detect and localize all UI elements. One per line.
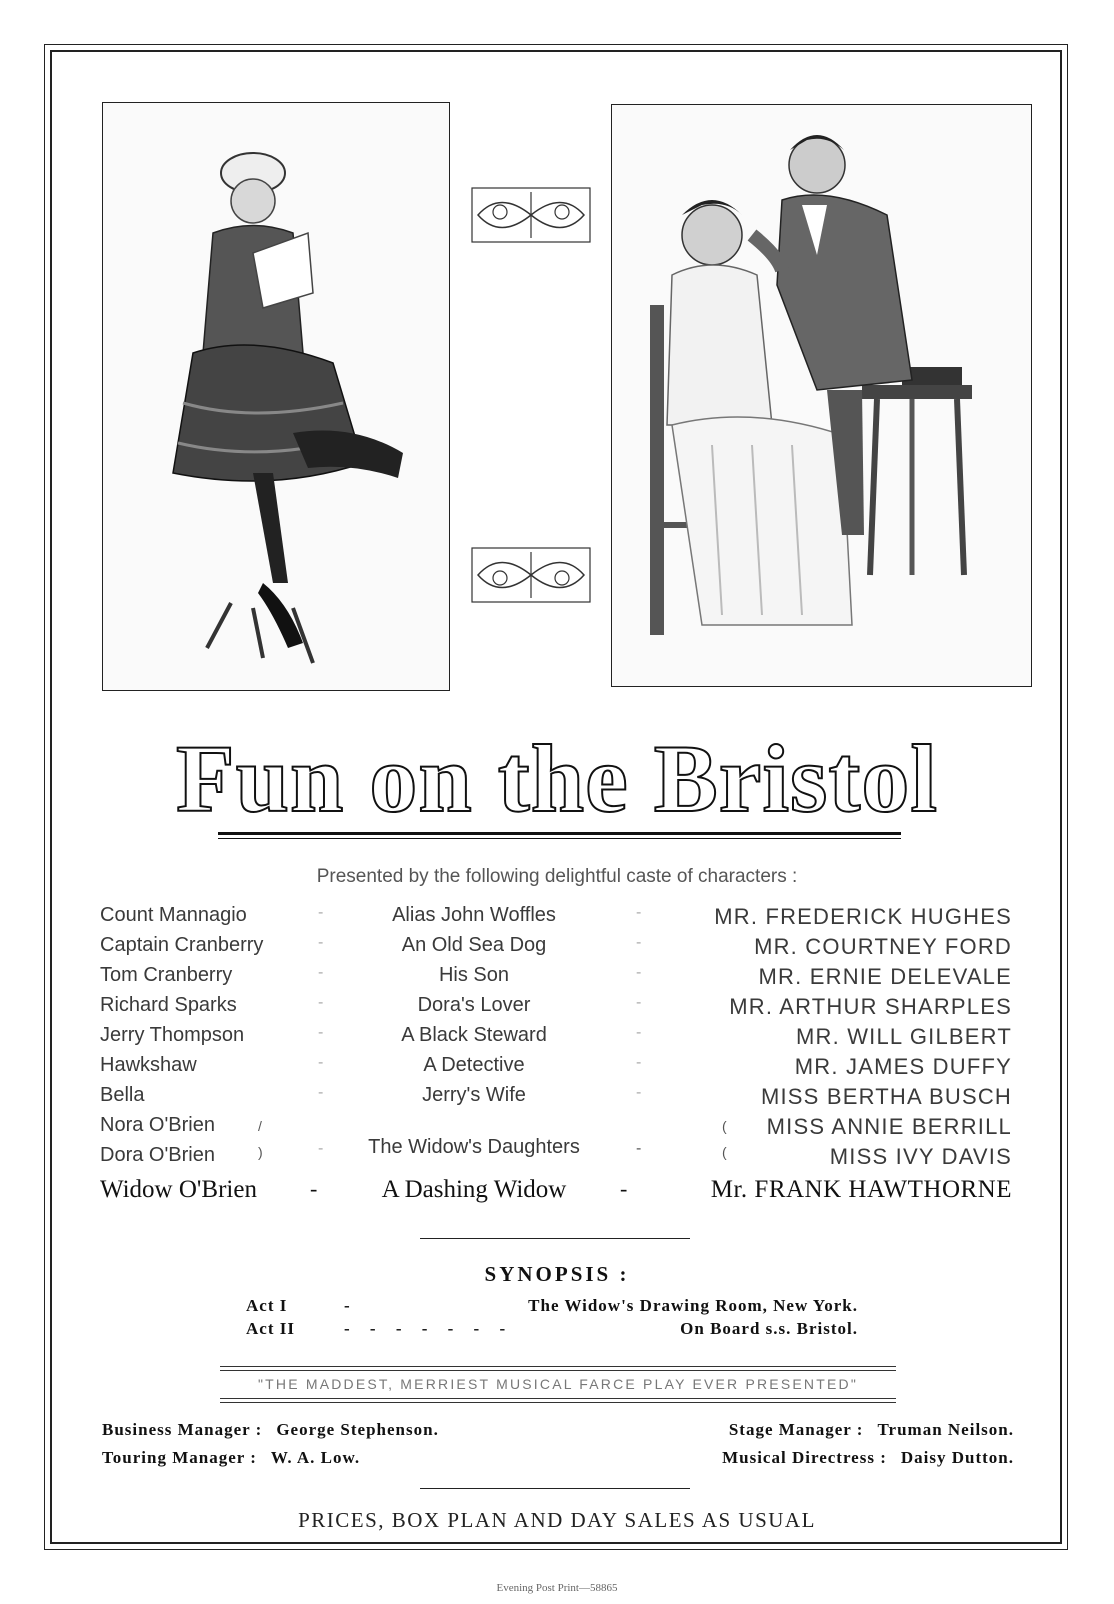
cast-actor: MISS ANNIE BERRILL	[766, 1114, 1012, 1139]
cast-character: Tom Cranberry	[100, 964, 233, 986]
cast-actor: MISS BERTHA BUSCH	[760, 1084, 1012, 1109]
page-title: Fun on the Bristol	[175, 725, 939, 832]
staff-name: George Stephenson.	[276, 1420, 439, 1439]
act-separator: - - - - - - -	[344, 1319, 507, 1338]
cast-actor: MR. ARTHUR SHARPLES	[729, 994, 1012, 1019]
cast-dash: -	[636, 1054, 642, 1071]
cast-dash: -	[636, 1084, 642, 1101]
cast-actor: MR. JAMES DUFFY	[794, 1054, 1012, 1079]
cast-row	[100, 1054, 1012, 1084]
cast-row	[100, 1024, 1012, 1054]
staff-label: Touring Manager :	[102, 1448, 257, 1467]
brace-mark: (	[722, 1118, 727, 1134]
cast-dash: -	[318, 1054, 324, 1071]
divider	[420, 1238, 690, 1239]
cast-character: Captain Cranberry	[100, 934, 264, 956]
act-separator: -	[344, 1296, 351, 1315]
title-underline	[218, 832, 901, 844]
cast-dash: -	[636, 964, 642, 981]
cast-dash: -	[636, 1140, 642, 1157]
lead-actor: Mr. FRANK HAWTHORNE	[710, 1176, 1012, 1203]
cast-character: Bella	[100, 1084, 145, 1106]
cast-actor: MR. WILL GILBERT	[795, 1024, 1012, 1049]
act-description: The Widow's Drawing Room, New York.	[528, 1296, 858, 1315]
act-row	[246, 1296, 858, 1320]
cast-character: Hawkshaw	[100, 1054, 197, 1076]
act-label: Act II	[246, 1319, 295, 1338]
act-description: On Board s.s. Bristol.	[680, 1319, 858, 1338]
cast-row	[100, 904, 1012, 934]
staff-touring-manager	[102, 1448, 360, 1468]
cast-character: Jerry Thompson	[100, 1024, 245, 1046]
cast-character: Count Mannagio	[100, 904, 247, 926]
prices-line: PRICES, BOX PLAN AND DAY SALES AS USUAL	[298, 1508, 816, 1532]
cast-dash: -	[318, 964, 324, 981]
cast-role: A Detective	[423, 1054, 525, 1076]
cast-role: His Son	[438, 964, 510, 986]
ornament-top	[470, 180, 592, 248]
lead-character: Widow O'Brien	[100, 1176, 257, 1203]
cast-row	[100, 1084, 1012, 1114]
staff-stage-manager	[729, 1420, 1014, 1440]
cast-actor: MR. COURTNEY FORD	[754, 934, 1012, 959]
cast-role: A Black Steward	[401, 1024, 547, 1046]
photo-couple	[611, 104, 1032, 687]
cast-role: An Old Sea Dog	[401, 934, 547, 956]
cast-character: Nora O'Brien	[100, 1114, 215, 1136]
cast-dash: -	[636, 994, 642, 1011]
cast-dash: -	[636, 1024, 642, 1041]
tagline-box	[220, 1366, 896, 1402]
cast-character: Dora O'Brien	[100, 1144, 215, 1166]
cast-character: Richard Sparks	[100, 994, 237, 1016]
act-row	[246, 1319, 858, 1343]
cast-dash: -	[318, 1084, 324, 1101]
printer-imprint: Evening Post Print—58865	[496, 1582, 618, 1594]
staff-name: Truman Neilson.	[877, 1420, 1014, 1439]
cast-dash: -	[636, 934, 642, 951]
brace-mark: /	[258, 1118, 262, 1134]
staff-business-manager	[102, 1420, 439, 1440]
brace-mark: )	[258, 1144, 263, 1160]
staff-name: Daisy Dutton.	[900, 1448, 1014, 1467]
staff-name: W. A. Low.	[270, 1448, 361, 1467]
brace-mark: (	[722, 1144, 727, 1160]
staff-label: Business Manager :	[102, 1420, 263, 1439]
staff-musical-directress	[722, 1448, 1014, 1468]
cast-role: Jerry's Wife	[422, 1084, 526, 1106]
cast-dash: -	[318, 934, 324, 951]
cast-row	[100, 994, 1012, 1024]
cast-role: Dora's Lover	[417, 994, 531, 1016]
cast-row	[100, 964, 1012, 994]
cast-dash: -	[318, 1140, 324, 1157]
cast-dash: -	[318, 1024, 324, 1041]
cast-row	[100, 934, 1012, 964]
cast-dash: -	[636, 904, 642, 921]
cast-role-shared: The Widow's Daughters	[368, 1136, 580, 1158]
cast-actor: MR. ERNIE DELEVALE	[758, 964, 1012, 989]
cast-dash: -	[620, 1176, 628, 1201]
ornament-bottom	[470, 540, 592, 608]
lead-role: A Dashing Widow	[381, 1176, 567, 1203]
divider	[420, 1488, 690, 1489]
tagline: "THE MADDEST, MERRIEST MUSICAL FARCE PLAY EVER PRESENTED"	[257, 1376, 859, 1392]
photo-woman-reading	[102, 102, 450, 691]
staff-label: Stage Manager :	[728, 1420, 864, 1439]
synopsis-heading: SYNOPSIS :	[484, 1262, 630, 1286]
staff-label: Musical Directress :	[722, 1448, 887, 1467]
cast-row-lead	[100, 1176, 1012, 1206]
cast-dash: -	[310, 1176, 318, 1201]
presented-by-line: Presented by the following delightful caste of characters :	[316, 866, 798, 887]
cast-actor: MISS IVY DAVIS	[829, 1144, 1012, 1169]
cast-actor: MR. FREDERICK HUGHES	[714, 904, 1012, 929]
act-label: Act I	[246, 1296, 288, 1315]
cast-role: Alias John Woffles	[392, 904, 556, 926]
cast-dash: -	[318, 904, 324, 921]
cast-dash: -	[318, 994, 324, 1011]
